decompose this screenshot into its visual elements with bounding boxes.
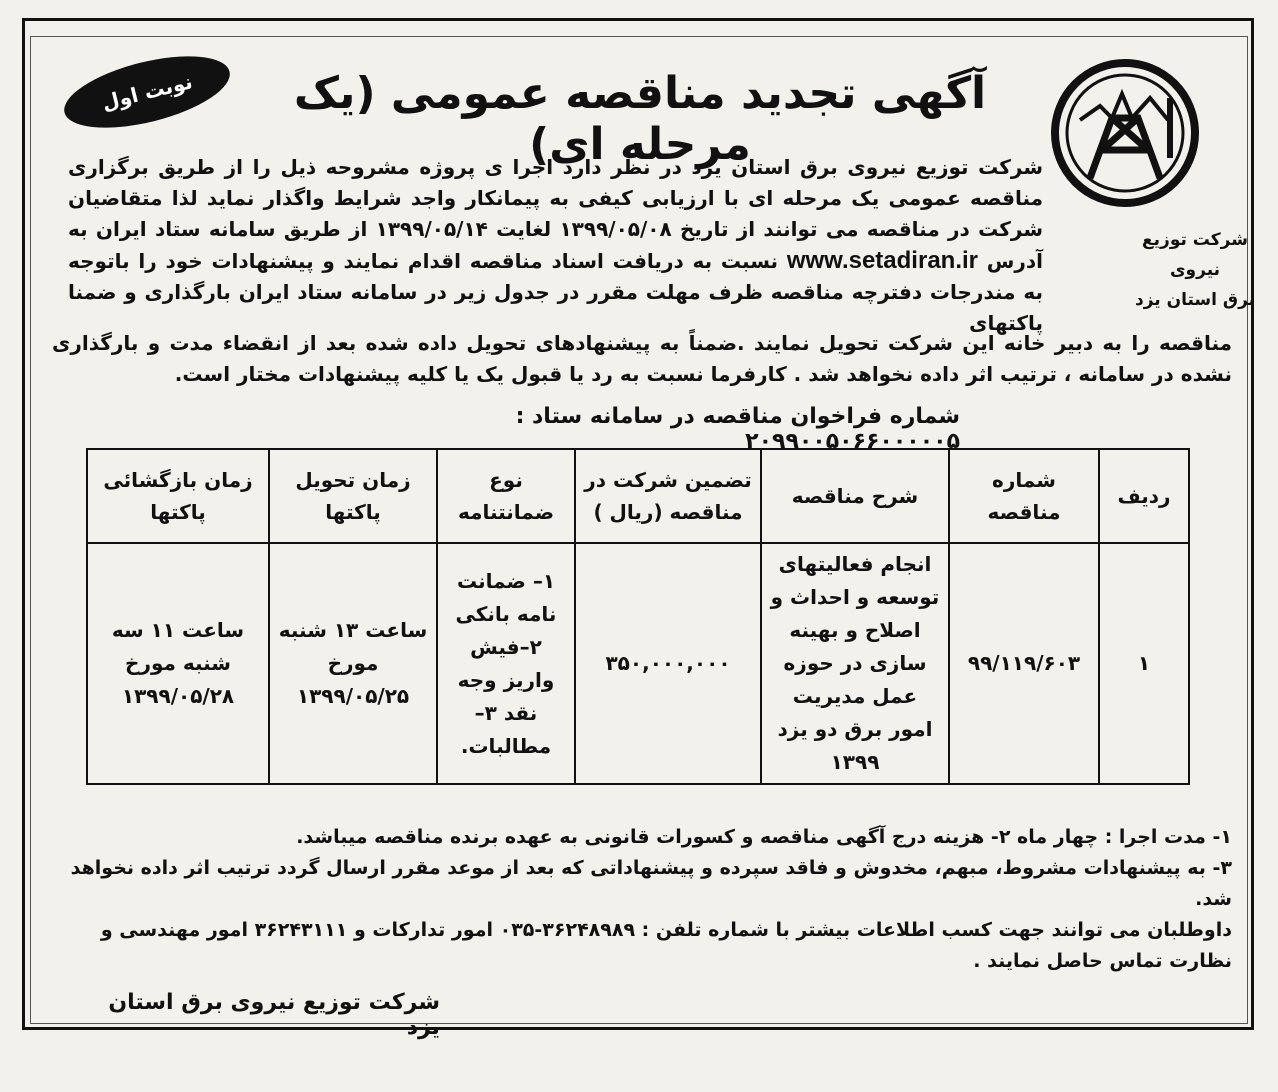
cell-delivery: ساعت ۱۳ شنبه مورخ ۱۳۹۹/۰۵/۲۵ [269,543,437,784]
intro-paragraph [68,152,1043,339]
notes-section [52,822,1232,977]
intro-part2: نسبت به دریافت اسناد مناقصه اقدام نمایند و پیشنهادات خود را باتوجه به مندرجات دفترچه مناقصه ظرف مهلت مقرر در جدول زیر در سامانه ستاد ایران بارگذاری و ضمنا پاکتهای [68,249,1043,335]
logo-caption [1120,225,1270,315]
note-item: ۱- مدت اجرا : چهار ماه ۲- هزینه درج آگهی مناقصه و کسورات قانونی به عهده برنده مناقصه میباشد. [296,826,1232,848]
cell-guarantee: ۳۵۰,۰۰۰,۰۰۰ [575,543,761,784]
cell-opening: ساعت ۱۱ سه شنبه مورخ ۱۳۹۹/۰۵/۲۸ [87,543,269,784]
cell-number: ۹۹/۱۱۹/۶۰۳ [949,543,1099,784]
col-header-opening: زمان بازگشائی پاکتها [87,449,269,543]
col-header-delivery: زمان تحویل پاکتها [269,449,437,543]
logo-caption-line1: شرکت توزیع نیروی [1142,230,1248,280]
round-badge: نوبت اول [57,42,236,141]
col-header-index: ردیف [1099,449,1189,543]
cell-guarantee-type: ۱– ضمانت نامه بانکی ۲–فیش واریز وجه نقد ۳– مطالبات. [437,543,575,784]
website-link[interactable]: www.setadiran.ir [786,247,978,274]
table-header-row [87,449,1189,543]
cell-description: انجام فعالیتهای توسعه و احداث و اصلاح و بهینه سازی در حوزه عمل مدیریت امور برق دو یزد ۱۳۹۹ [761,543,949,784]
power-tower-logo-icon [1050,58,1200,208]
note-item: ۳- به پیشنهادات مشروط، مبهم، مخدوش و فاقد سپرده و پیشنهاداتی که بعد از موعد مقرر ارسال گردد ترتیب اثر داده نخواهد شد. [70,857,1232,910]
col-header-number: شماره مناقصه [949,449,1099,543]
col-header-guarantee-type: نوع ضمانتنامه [437,449,575,543]
intro-continued: مناقصه را به دبیر خانه این شرکت تحویل نمایند .ضمناً به پیشنهادهای تحویل داده شده بعد از انقضاء مدت و بارگذاری نشده در سامانه ، ترتیب اثر داده نخواهد شد . کارفرما نسبت به رد یا قبول یک یا کلیه پیشنهادات مختار است. [52,331,1232,386]
page-title: آگهی تجدید مناقصه عمومی (یک مرحله ای) [293,68,987,170]
call-number: شماره فراخوان مناقصه در سامانه ستاد : ۲۰۹۹۰۰۵۰۶۶۰۰۰۰۰۵ [515,404,960,454]
logo-caption-line2: برق استان یزد [1134,290,1256,310]
table-row [87,543,1189,784]
signature-company: شرکت توزیع نیروی برق استان یزد [108,990,440,1040]
col-header-guarantee: تضمین شرکت در مناقصه (ریال ) [575,449,761,543]
cell-index: ۱ [1099,543,1189,784]
intro-part1: شرکت توزیع نیروی برق استان یزد در نظر دارد اجرا ی پروژه مشروحه ذیل را از طریق برگزاری مناقصه عمومی یک مرحله ای با ارزیابی کیفی به پیمانکار واجد شرایط واگذار نماید لذا متقاضیان شرکت در مناقصه می توانند از تاریخ ۱۳۹۹/۰۵/۰۸ لغایت ۱۳۹۹/۰۵/۱۴ از طریق سامانه ستاد ایران به آدرس [68,155,1043,273]
tender-table [86,448,1190,785]
col-header-description: شرح مناقصه [761,449,949,543]
note-item: داوطلبان می توانند جهت کسب اطلاعات بیشتر با شماره تلفن : ۳۶۲۴۸۹۸۹-۰۳۵ امور تدارکات و ۳۶۲۴۳۱۱۱ امور مهندسی و نظارت تماس حاصل نمایند . [100,919,1232,972]
